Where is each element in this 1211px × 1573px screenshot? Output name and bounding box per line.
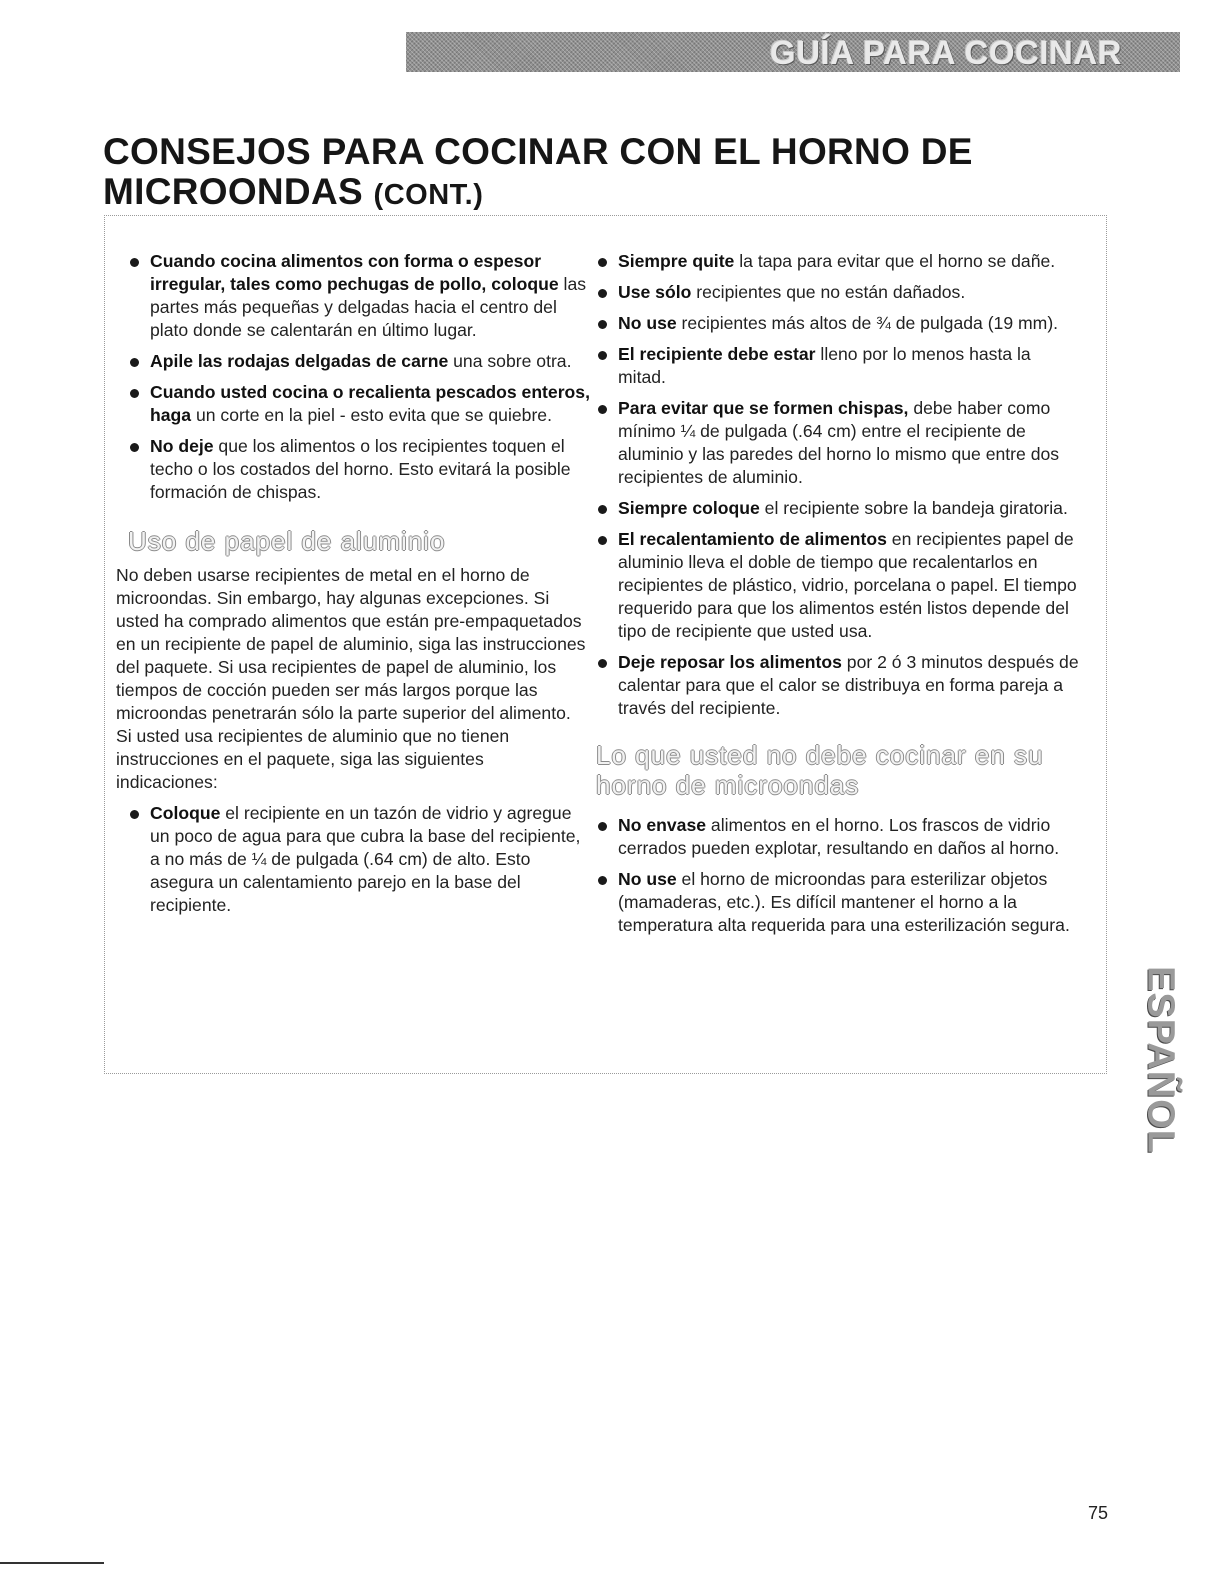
bullet-icon bbox=[130, 389, 139, 398]
bullet-icon bbox=[598, 320, 607, 329]
bullet-icon bbox=[130, 258, 139, 267]
bullet-icon bbox=[598, 822, 607, 831]
list-item bbox=[128, 350, 590, 373]
bullet-lead: Apile las rodajas delgadas de carne bbox=[150, 351, 449, 371]
bullet-text: recipientes más altos de ¾ de pulgada (19 mm). bbox=[676, 313, 1059, 333]
bullet-icon bbox=[598, 659, 607, 668]
section-banner bbox=[406, 32, 1180, 72]
bullet-lead: El recipiente debe estar bbox=[618, 344, 816, 364]
list-item bbox=[596, 528, 1080, 643]
list-item bbox=[596, 281, 1080, 304]
bullet-text: el recipiente sobre la bandeja giratoria. bbox=[759, 498, 1068, 518]
bullet-text: el recipiente en un tazón de vidrio y agregue un poco de agua para que cubra la base del recipiente, a no más de ¼ de pulgada (.64 cm) de alto. Esto asegura un calentamiento parejo en la base del recipiente. bbox=[150, 803, 581, 915]
bullet-icon bbox=[130, 443, 139, 452]
bullet-text: que los alimentos o los recipientes toquen el techo o los costados del horno. Esto evitará la posible formación de chispas. bbox=[150, 436, 571, 502]
page-title bbox=[103, 132, 1103, 215]
list-item bbox=[128, 381, 590, 427]
bullet-text: recipientes que no están dañados. bbox=[691, 282, 966, 302]
footer-rule bbox=[0, 1562, 104, 1564]
bullet-lead: Siempre coloque bbox=[618, 498, 760, 518]
left-column bbox=[116, 250, 590, 925]
bullet-text: la tapa para evitar que el horno se dañe. bbox=[734, 251, 1056, 271]
list-item bbox=[596, 651, 1080, 720]
bullet-lead: Deje reposar los alimentos bbox=[618, 652, 842, 672]
bullet-icon bbox=[598, 351, 607, 360]
section-heading-not-cook: Lo que usted no debe cocinar en su horno de microondas bbox=[596, 740, 1044, 800]
language-side-tab bbox=[1140, 940, 1180, 1180]
bullet-icon bbox=[598, 289, 607, 298]
list-item bbox=[128, 802, 590, 917]
bullet-icon bbox=[130, 358, 139, 367]
bullet-icon bbox=[130, 810, 139, 819]
bullet-lead: Para evitar que se formen chispas, bbox=[618, 398, 909, 418]
not-cook-bullet-list bbox=[596, 814, 1080, 937]
bullet-lead: Siempre quite bbox=[618, 251, 735, 271]
list-item bbox=[596, 250, 1080, 273]
bullet-icon bbox=[598, 876, 607, 885]
bullet-lead: No use bbox=[618, 313, 677, 333]
bullet-icon bbox=[598, 405, 607, 414]
bullet-text: lleno por lo menos hasta la mitad. bbox=[618, 344, 1031, 387]
language-label: ESPAÑOL bbox=[1139, 966, 1182, 1154]
page-title-main: CONSEJOS PARA COCINAR CON EL HORNO DE MICROONDAS bbox=[103, 131, 973, 212]
aluminum-bullet-list bbox=[128, 802, 590, 917]
list-item bbox=[596, 497, 1080, 520]
bullet-lead: El recalentamiento de alimentos bbox=[618, 529, 887, 549]
bullet-text: una sobre otra. bbox=[448, 351, 572, 371]
right-column bbox=[596, 250, 1080, 945]
list-item bbox=[128, 250, 590, 342]
bullet-text: debe haber como mínimo ¼ de pulgada (.64 cm) entre el recipiente de aluminio y las paredes del horno lo mismo que entre dos recipientes de aluminio. bbox=[618, 398, 1060, 487]
bullet-icon bbox=[598, 536, 607, 545]
bullet-lead: Use sólo bbox=[618, 282, 692, 302]
bullet-text: el horno de microondas para esterilizar objetos (mamaderas, etc.). Es difícil mantener el horno a la temperatura alta requerida para una esterilización segura. bbox=[618, 869, 1070, 935]
list-item bbox=[596, 312, 1080, 335]
bullet-lead: No deje bbox=[150, 436, 214, 456]
bullet-text: por 2 ó 3 minutos después de calentar para que el calor se distribuya en forma pareja a través del recipiente. bbox=[618, 652, 1079, 718]
banner-title: GUÍA PARA COCINAR bbox=[770, 34, 1122, 71]
bullet-text: un corte en la piel - esto evita que se quiebre. bbox=[191, 405, 552, 425]
list-item bbox=[596, 343, 1080, 389]
list-item bbox=[596, 868, 1080, 937]
bullet-icon bbox=[598, 505, 607, 514]
bullet-text: en recipientes papel de aluminio lleva el doble de tiempo que recalentarlos en recipientes de plástico, vidrio, porcelana o papel. El tiempo requerido para que los alimentos estén listos depende del tipo de recipiente que usted usa. bbox=[618, 529, 1077, 641]
bullet-text: las partes más pequeñas y delgadas hacia el centro del plato donde se calentarán en último lugar. bbox=[150, 274, 587, 340]
bullet-icon bbox=[598, 258, 607, 267]
page-number: 75 bbox=[1088, 1503, 1109, 1523]
bullet-text: alimentos en el horno. Los frascos de vidrio cerrados pueden explotar, resultando en daños al horno. bbox=[618, 815, 1060, 858]
aluminum-paragraph: No deben usarse recipientes de metal en el horno de microondas. Sin embargo, hay algunas excepciones. Si usted ha comprado alimentos que están pre-empaquetados en un recipiente de papel de aluminio, siga las instrucciones del paquete. Si usa recipientes de papel de aluminio, los tiempos de cocción pueden ser más largos porque las microondas penetrarán sólo la parte superior del alimento. Si usted usa recipientes de aluminio que no tienen instrucciones en el paquete, siga las siguientes indicaciones: bbox=[116, 565, 586, 792]
list-item bbox=[128, 435, 590, 504]
bullet-lead: No use bbox=[618, 869, 677, 889]
list-item bbox=[596, 814, 1080, 860]
right-bullet-list bbox=[596, 250, 1080, 720]
bullet-lead: Cuando cocina alimentos con forma o espesor irregular, tales como pechugas de pollo, coloque bbox=[150, 251, 559, 294]
bullet-lead: Cuando usted cocina o recalienta pescados enteros, haga bbox=[150, 382, 590, 425]
section-heading-aluminum: Uso de papel de aluminio bbox=[128, 526, 446, 556]
left-bullet-list bbox=[128, 250, 590, 504]
list-item bbox=[596, 397, 1080, 489]
bullet-lead: No envase bbox=[618, 815, 707, 835]
bullet-lead: Coloque bbox=[150, 803, 221, 823]
page-title-suffix: (CONT.) bbox=[373, 179, 484, 211]
